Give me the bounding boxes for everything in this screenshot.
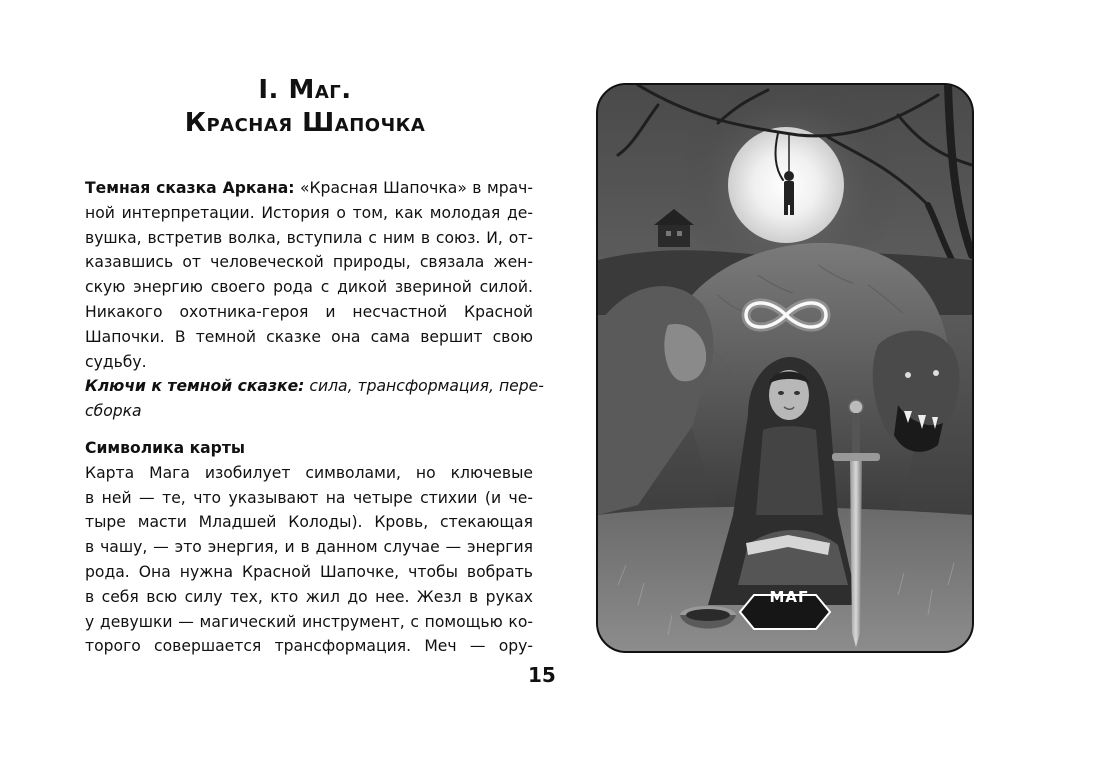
text-line: казавшись от человеческой природы, связала жен- bbox=[85, 253, 533, 272]
text-line: тыре масти Младшей Колоды). Кровь, стекающая bbox=[85, 513, 533, 532]
text-line: скую энергию своего рода с дикой звериной силой. bbox=[85, 278, 533, 297]
text-line: Карта Мага изобилует символами, но ключевые bbox=[85, 463, 533, 482]
text-line: в ней — те, что указывают на четыре стихии (и че- bbox=[85, 488, 533, 507]
chapter-heading bbox=[85, 74, 525, 140]
text-line: ной интерпретации. История о том, как молодая де- bbox=[85, 203, 533, 222]
text-line: в чашу, — это энергия, и в данном случае — энергия bbox=[85, 538, 533, 557]
keys-values: сила, трансформация, пере- bbox=[304, 377, 544, 396]
keys-line bbox=[85, 374, 544, 399]
tarot-card-illustration bbox=[596, 83, 974, 653]
text-line: Никакого охотника-героя и несчастной Красной bbox=[85, 302, 533, 321]
keys-label: Ключи к темной сказке: bbox=[85, 377, 305, 396]
card-label bbox=[746, 578, 832, 616]
intro-paragraph bbox=[85, 176, 544, 424]
text-line: в себя всю силу тех, кто жил до нее. Жезл в руках bbox=[85, 587, 533, 606]
girl-dress bbox=[756, 426, 823, 515]
chapter-title-line1: I. Маг. bbox=[258, 75, 352, 105]
keys-values-cont: сборка bbox=[85, 402, 142, 421]
text-line: у девушки — магический инструмент, с помощью ко- bbox=[85, 612, 533, 631]
text-line: торого совершается трансформация. Меч — ору- bbox=[85, 637, 533, 656]
symbolism-section bbox=[85, 436, 533, 659]
text-fragment: «Красная Шапочка» в мрач- bbox=[294, 179, 533, 197]
card-label-text: МАГ bbox=[769, 588, 809, 606]
section-title: Символика карты bbox=[85, 439, 245, 457]
text-line: Шапочки. В темной сказке она сама вершит свою bbox=[85, 327, 533, 346]
text-line: судьбу. bbox=[85, 352, 147, 371]
text-line: вушка, встретив волка, вступила с ним в союз. И, от- bbox=[85, 228, 533, 247]
intro-label: Темная сказка Аркана: bbox=[85, 179, 295, 197]
text-line: рода. Она нужна Красной Шапочке, чтобы вобрать bbox=[85, 562, 533, 581]
page-number: 15 bbox=[528, 663, 556, 687]
text-line bbox=[85, 176, 533, 201]
keys-line bbox=[85, 399, 533, 424]
card-artwork bbox=[598, 85, 972, 651]
chapter-title-line2: Красная Шапочка bbox=[184, 108, 426, 138]
